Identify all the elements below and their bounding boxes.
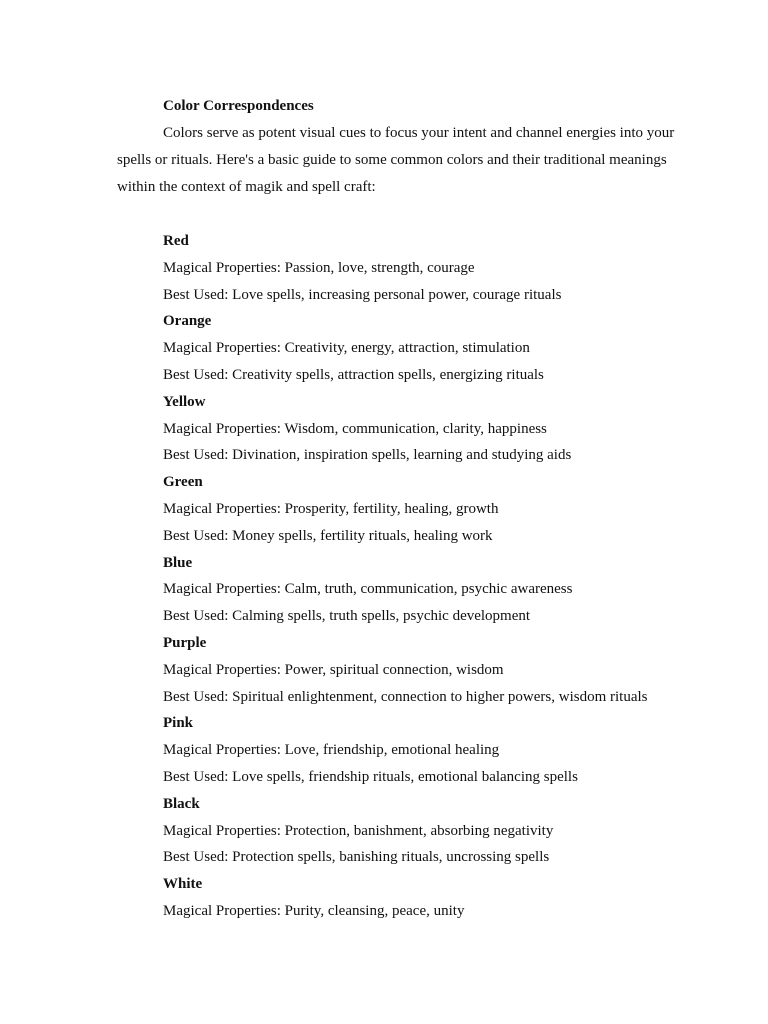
best-used-line: Best Used: Spiritual enlightenment, connection to higher powers, wisdom rituals	[163, 688, 648, 705]
color-entry-black	[163, 791, 687, 871]
best-used-line: Best Used: Love spells, increasing personal power, courage rituals	[163, 286, 562, 303]
color-entry-red	[163, 228, 687, 308]
color-entry-yellow	[163, 389, 687, 469]
magical-properties-line: Magical Properties: Power, spiritual connection, wisdom	[163, 661, 504, 678]
color-name: White	[163, 876, 203, 893]
color-entry-blue	[163, 550, 687, 630]
paragraph-spacer	[117, 201, 687, 228]
color-name: Yellow	[163, 393, 206, 410]
color-entry-orange	[163, 308, 687, 388]
magical-properties-line: Magical Properties: Prosperity, fertility, healing, growth	[163, 500, 499, 517]
color-entry-purple	[163, 630, 687, 710]
best-used-line: Best Used: Protection spells, banishing rituals, uncrossing spells	[163, 849, 550, 866]
color-name: Black	[163, 795, 200, 812]
color-entry-pink	[163, 710, 687, 790]
best-used-line: Best Used: Creativity spells, attraction spells, energizing rituals	[163, 366, 544, 383]
magical-properties-line: Magical Properties: Creativity, energy, attraction, stimulation	[163, 340, 530, 357]
color-name: Red	[163, 233, 189, 249]
color-name: Green	[163, 474, 203, 491]
color-entry-white	[163, 871, 687, 925]
best-used-line: Best Used: Money spells, fertility rituals, healing work	[163, 527, 493, 544]
magical-properties-line: Magical Properties: Purity, cleansing, peace, unity	[163, 902, 465, 919]
magical-properties-line: Magical Properties: Passion, love, strength, courage	[163, 259, 475, 276]
magical-properties-line: Magical Properties: Wisdom, communication, clarity, happiness	[163, 420, 547, 437]
color-entry-green	[163, 469, 687, 549]
color-list	[117, 228, 687, 925]
page-title: Color Correspondences	[163, 98, 314, 114]
best-used-line: Best Used: Calming spells, truth spells, psychic development	[163, 608, 531, 625]
color-name: Purple	[163, 634, 207, 651]
color-name: Orange	[163, 313, 212, 330]
magical-properties-line: Magical Properties: Love, friendship, emotional healing	[163, 742, 500, 759]
magical-properties-line: Magical Properties: Protection, banishment, absorbing negativity	[163, 822, 554, 839]
best-used-line: Best Used: Love spells, friendship rituals, emotional balancing spells	[163, 768, 578, 785]
color-name: Pink	[163, 715, 194, 732]
document-content	[117, 93, 687, 925]
intro-paragraph: Colors serve as potent visual cues to focus your intent and channel energies into your spells or rituals. Here's a basic guide to some common colors and their traditional meanings within the context of magik and spell craft:	[117, 125, 675, 195]
color-name: Blue	[163, 554, 193, 571]
best-used-line: Best Used: Divination, inspiration spells, learning and studying aids	[163, 447, 572, 464]
magical-properties-line: Magical Properties: Calm, truth, communication, psychic awareness	[163, 581, 573, 598]
